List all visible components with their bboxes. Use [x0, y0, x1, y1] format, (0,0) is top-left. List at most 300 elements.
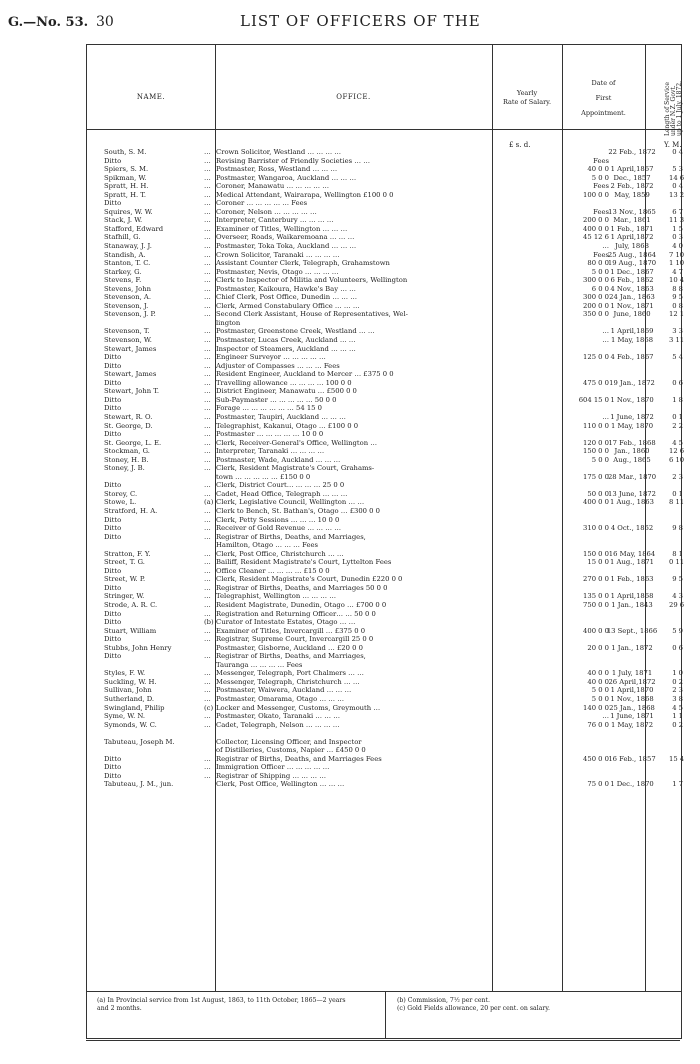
footnote-marker: …: [204, 532, 211, 541]
appointment-date: 2 Feb., 1872: [610, 182, 654, 191]
officer-name: Ditto: [104, 353, 122, 362]
footnote-marker: …: [204, 575, 211, 584]
service-length: 6 7: [672, 207, 683, 216]
salary-units: £ s. d.: [509, 141, 531, 149]
officer-name: Stuart, William: [104, 626, 157, 635]
footnote-marker: …: [204, 455, 211, 464]
office-title: District Engineer, Manawatu … £500 0 0: [216, 387, 357, 396]
footnote-marker: …: [204, 524, 211, 533]
footnote-marker: …: [204, 558, 211, 567]
office-title: Clerk, Legislative Council, Wellington … …: [216, 498, 365, 507]
office-title: Registrar, Supreme Court, Invercargill 25 0 0: [216, 635, 374, 644]
service-length: 0 4: [672, 148, 683, 156]
officer-name: Suckling, W. H.: [104, 677, 157, 686]
appointment-date: 1 Feb., 1871: [610, 224, 654, 233]
appointment-date: 1 April,1870: [610, 686, 654, 695]
salary-value: 140 0 0: [583, 703, 609, 712]
office-title: Clerk, Post Office, Christchurch … …: [216, 549, 344, 558]
footnote-marker: (a): [204, 498, 214, 507]
officer-name: Squires, W. W.: [104, 207, 153, 216]
service-length: 8 1: [672, 549, 683, 558]
officer-name: Stevenson, A.: [104, 293, 151, 302]
salary-value: 270 0 0: [583, 575, 609, 584]
appointment-date: Dec., 1857: [613, 173, 651, 182]
appointment-date: 4 Feb., 1867: [610, 353, 654, 362]
service-length: 7 10: [669, 250, 685, 259]
salary-value: Fees: [593, 250, 609, 259]
officer-name: Ditto: [104, 395, 122, 404]
appointment-date: June, 1860: [613, 310, 651, 319]
page-number: 30: [96, 14, 114, 30]
appointment-date: 1 April,1868: [610, 592, 654, 601]
officer-name: Spikman, W.: [104, 173, 147, 182]
appointment-date: May, 1859: [614, 190, 650, 199]
salary-value: 6 0 0: [591, 284, 609, 293]
salary-value: 310 0 0: [583, 524, 609, 533]
officer-name: Stafford, Edward: [104, 224, 164, 233]
appointment-date: 1 April,1869: [610, 327, 654, 336]
appointment-date: 19 Aug., 1870: [607, 259, 657, 268]
footnote-marker: …: [204, 293, 211, 302]
office-title: Crown Solicitor, Westland … … … …: [216, 148, 342, 156]
office-title: Immigration Officer … … … … …: [216, 763, 330, 772]
salary-value: 300 0 0: [583, 276, 609, 285]
officer-name: St. George, L. E.: [104, 438, 162, 447]
appointment-date: 22 Feb., 1872: [608, 148, 656, 156]
office-title: Postmaster, Wade, Auckland … … …: [216, 455, 341, 464]
footnote-marker: …: [204, 763, 211, 772]
appointment-date: 6 Feb., 1862: [610, 276, 654, 285]
appointment-date: 25 Aug., 1864: [607, 250, 657, 259]
office-title: Clerk to Bench, St. Bathan's, Otago … £300 0 0: [216, 506, 380, 515]
service-length: 5 9: [672, 626, 683, 635]
salary-value: 400 0 0: [583, 626, 609, 635]
footnote-marker: …: [204, 301, 211, 310]
officer-name: Street, T. G.: [104, 558, 145, 567]
footnote-marker: …: [204, 412, 211, 421]
office-title: Collector, Licensing Officer, and Inspector: [216, 737, 362, 746]
office-title: Postmaster, Lucas Creek, Auckland … …: [216, 336, 356, 345]
officer-name: Ditto: [104, 515, 122, 524]
salary-value: 450 0 0: [583, 754, 609, 763]
salary-header-line: Rate of Salary.: [502, 98, 552, 106]
footnote-right: [397, 997, 667, 1013]
salary-value: 200 0 0: [583, 216, 609, 225]
office-title: Examiner of Titles, Invercargill … £375 0 0: [216, 626, 366, 635]
footnote-marker: …: [204, 430, 211, 439]
salary-value: 15 0 0: [587, 558, 609, 567]
footnote-marker: …: [204, 626, 211, 635]
appointment-date: 1 Nov., 1871: [610, 301, 654, 310]
bottom-rule: [86, 1040, 680, 1041]
salary-value: 45 12 6: [583, 233, 609, 242]
office-title: of Distilleries, Customs, Napier … £450 0 0: [216, 746, 366, 755]
footnote-marker: …: [204, 310, 211, 319]
service-length: 10 4: [669, 276, 685, 285]
footnote-marker: …: [204, 190, 211, 199]
footnote-marker: …: [204, 695, 211, 703]
officer-name: Stowe, L.: [104, 498, 137, 507]
footnote-marker: …: [204, 370, 211, 379]
officer-name: Stratton, F. Y.: [104, 549, 151, 558]
header-rule: [87, 129, 681, 130]
office-title: Crown Solicitor, Taranaki … … … …: [216, 250, 340, 259]
salary-value: 150 0 0: [583, 447, 609, 456]
footnote-marker: …: [204, 404, 211, 413]
service-length: 2 3: [672, 472, 683, 481]
service-length: 1 8: [672, 395, 683, 404]
appointment-date: 4 Nov., 1863: [610, 284, 654, 293]
officer-name: Styles, F. W.: [104, 669, 146, 678]
footnote-marker: …: [204, 207, 211, 216]
officer-name: Ditto: [104, 566, 122, 575]
footnote-marker: …: [204, 395, 211, 404]
salary-value: 5 0 0: [591, 686, 609, 695]
appointment-date: 1 June, 1871: [610, 712, 654, 721]
office-title: Postmaster, Wangaroa, Auckland … … …: [216, 173, 357, 182]
column-header-service: [663, 46, 683, 138]
salary-value: Fees: [593, 207, 609, 216]
footnote-marker: …: [204, 447, 211, 456]
salary-value: 150 0 0: [583, 549, 609, 558]
salary-value: 50 0 0: [587, 489, 609, 498]
footnote-marker: …: [204, 669, 211, 678]
officer-name: Swingland, Philip: [104, 703, 165, 712]
salary-value: 604 15 0: [578, 395, 609, 404]
service-header-line: under N.Z. Govt.: [670, 85, 677, 136]
office-title: Adjuster of Compasses … … … Fees: [216, 361, 340, 370]
footnote-marker: …: [204, 600, 211, 609]
officer-name: Stevenson, J. P.: [104, 310, 156, 319]
footnote-marker: (b): [204, 618, 214, 627]
office-title: Registrar of Births, Deaths, and Marriages Fees: [216, 754, 382, 763]
officer-name: Stafhill, G.: [104, 233, 141, 242]
salary-value: 80 0 0: [587, 259, 609, 268]
salary-value: 175 0 0: [583, 472, 609, 481]
footnote-marker: …: [204, 361, 211, 370]
service-length: 9 5: [672, 293, 683, 302]
footnote-marker: …: [204, 771, 211, 780]
appointment-date: 24 Jan., 1863: [609, 293, 655, 302]
officer-name: Standish, A.: [104, 250, 146, 259]
footnote-marker: …: [204, 712, 211, 721]
service-length: 0 3: [672, 233, 683, 242]
footnote-marker: …: [204, 566, 211, 575]
office-title: Examiner of Titles, Wellington … … …: [216, 224, 348, 233]
service-length: 29 6: [669, 600, 685, 609]
officer-name: Spiers, S. M.: [104, 165, 149, 174]
column-header-name: NAME.: [136, 93, 166, 101]
office-title: Messenger, Telegraph, Port Chalmers … …: [216, 669, 364, 678]
service-length: 0 2: [672, 720, 683, 729]
officer-name: Stack, J. W.: [104, 216, 143, 225]
footnote-marker: …: [204, 327, 211, 336]
service-length: 1 10: [669, 259, 685, 268]
appointment-date: July, 1868: [615, 242, 649, 251]
service-header-line: up to 1 July, 1872.: [676, 80, 683, 136]
officer-name: Ditto: [104, 199, 122, 208]
date-header-line: Date of: [591, 79, 616, 87]
salary-value: …: [602, 412, 609, 421]
office-title: Interpreter, Taranaki … … … …: [216, 447, 325, 456]
service-length: 0 6: [672, 378, 683, 387]
officer-name: Ditto: [104, 771, 122, 780]
footnote-marker: …: [204, 284, 211, 293]
footnote-marker: …: [204, 754, 211, 763]
officer-name: Ditto: [104, 404, 122, 413]
footnote-marker: …: [204, 609, 211, 618]
office-title: Coroner … … … … … Fees: [216, 199, 308, 208]
appointment-date: 1 May, 1868: [610, 336, 654, 345]
salary-value: 350 0 0: [583, 310, 609, 319]
footnote-marker: …: [204, 489, 211, 498]
service-length: 0 11: [669, 558, 685, 567]
appointment-date: Jan., 1860: [614, 447, 650, 456]
footnote-marker: …: [204, 156, 211, 165]
footnote-marker: …: [204, 233, 211, 242]
service-length: 1 7: [672, 780, 683, 789]
office-title: Clerk, Post Office, Wellington … … …: [216, 780, 345, 789]
officer-name: Ditto: [104, 763, 122, 772]
office-title: Postmaster … … … … … 10 0 0: [216, 430, 324, 439]
officer-name: Ditto: [104, 481, 122, 490]
service-header-line: Length of Service: [664, 82, 671, 136]
appointment-date: 4 Oct., 1862: [610, 524, 654, 533]
office-title: Postmaster, Gisborne, Auckland … £20 0 0: [216, 643, 363, 652]
officer-name: Spratt, H. H.: [104, 182, 149, 191]
footnote-marker: …: [204, 267, 211, 276]
office-title: Cadet, Head Office, Telegraph … … …: [216, 489, 348, 498]
office-title: Inspector of Steamers, Auckland … … …: [216, 344, 356, 353]
appointment-date: 13 June, 1872: [608, 489, 656, 498]
footnote-marker: …: [204, 592, 211, 601]
service-length: 4 3: [672, 592, 683, 601]
salary-value: …: [602, 242, 609, 251]
footnote-marker: …: [204, 242, 211, 251]
office-title: Cadet, Telegraph, Nelson … … … …: [216, 720, 340, 729]
footnote-marker: …: [204, 182, 211, 191]
office-title: Resident Magistrate, Dunedin, Otago … £700 0 0: [216, 600, 387, 609]
office-title: Coroner, Nelson … … … … …: [216, 207, 317, 216]
footnote-marker: …: [204, 464, 211, 473]
service-length: 3 11: [669, 336, 685, 345]
office-title: Interpreter, Canterbury … … … …: [216, 216, 334, 225]
footnote-marker: …: [204, 387, 211, 396]
footnote-marker: …: [204, 344, 211, 353]
office-title: Postmaster, Waiwera, Auckland … … …: [216, 686, 352, 695]
office-title: Messenger, Telegraph, Christchurch … …: [216, 677, 360, 686]
service-length: 9 5: [672, 575, 683, 584]
office-title: Clerk, Petty Sessions … … … 10 0 0: [216, 515, 340, 524]
service-length: 8 8: [672, 284, 683, 293]
service-length: 9 8: [672, 524, 683, 533]
salary-value: …: [602, 336, 609, 345]
footnote-divider: [385, 992, 386, 1038]
appointment-date: 1 June, 1872: [610, 412, 654, 421]
service-length: 4 0: [672, 242, 683, 251]
office-title: Telegraphist, Wellington … … … …: [216, 592, 337, 601]
office-title: Registrar of Shipping … … … …: [216, 771, 327, 780]
service-length: 11 3: [669, 216, 685, 225]
appointment-date: 1 Jan., 1843: [611, 600, 653, 609]
appointment-date: 25 Jan., 1868: [609, 703, 655, 712]
service-length: 1 1: [672, 712, 683, 721]
footnotes: [86, 992, 682, 1039]
officer-name: Stevenson, T.: [104, 327, 150, 336]
appointment-date: 1 Nov., 1870: [610, 395, 654, 404]
footnote-c: (c) Gold Fields allowance, 20 per cent. on salary.: [397, 1005, 550, 1012]
service-length: 4 5: [672, 438, 683, 447]
officer-name: Ditto: [104, 583, 122, 592]
salary-header-line: Yearly: [516, 89, 538, 97]
office-title: Travelling allowance … … … … 100 0 0: [216, 378, 352, 387]
service-length: 0 4: [672, 182, 683, 191]
service-length: 15 4: [669, 754, 685, 763]
officer-name: Stevenson, J.: [104, 301, 149, 310]
service-length: 0 1: [672, 489, 683, 498]
appointment-date: 1 April,1867: [610, 165, 654, 174]
appointment-date: Mar., 1861: [613, 216, 651, 225]
page-title: LIST OF OFFICERS OF THE: [240, 12, 481, 30]
office-title: Telegraphist, Kakanui, Otago … £100 0 0: [216, 421, 359, 430]
service-length: 5 3: [672, 165, 683, 174]
officer-name: Street, W. P.: [104, 575, 146, 584]
service-length: 0 8: [672, 301, 683, 310]
date-header-line: Appointment.: [581, 109, 626, 117]
service-length: 3 8: [672, 695, 683, 703]
officer-name: Ditto: [104, 618, 122, 627]
service-length: 14 6: [669, 173, 685, 182]
office-title: Curator of Intestate Estates, Otago … …: [216, 618, 356, 627]
office-title: Tauranga … … … … Fees: [216, 660, 303, 669]
officer-name: Sutherland, D.: [104, 695, 155, 703]
appointment-date: 1 Dec., 1870: [610, 780, 654, 789]
office-title: Postmaster, Omarama, Otago … … …: [216, 695, 345, 703]
salary-value: …: [602, 327, 609, 336]
officer-name: St. George, D.: [104, 421, 153, 430]
appointment-date: 13 Nov., 1865: [608, 207, 656, 216]
salary-value: 76 0 0: [587, 720, 609, 729]
footnote-marker: …: [204, 353, 211, 362]
office-title: Clerk, Resident Magistrate's Court, Grahams-: [216, 464, 375, 473]
footnote-marker: …: [204, 173, 211, 182]
appointment-date: 1 April,1872: [610, 233, 654, 242]
office-title: Postmaster, Okato, Taranaki … … …: [216, 712, 341, 721]
office-title: Assistant Counter Clerk, Telegraph, Grahamstown: [216, 259, 390, 268]
office-title: Postmaster, Toka Toka, Auckland … … …: [216, 242, 357, 251]
office-title: Second Clerk Assistant, House of Representatives, Wel-: [216, 310, 408, 319]
officer-name: Ditto: [104, 652, 122, 661]
salary-value: 750 0 0: [583, 600, 609, 609]
officer-name: Stoney, H. B.: [104, 455, 149, 464]
footnote-marker: …: [204, 148, 211, 156]
salary-value: 475 0 0: [583, 378, 609, 387]
service-length: 13 2: [669, 190, 685, 199]
salary-value: …: [602, 712, 609, 721]
footnote-marker: …: [204, 336, 211, 345]
service-length: 4 5: [672, 703, 683, 712]
salary-value: 40 0 0: [587, 677, 609, 686]
service-length: 1 0: [672, 669, 683, 678]
footnote-marker: …: [204, 378, 211, 387]
footnote-marker: …: [204, 216, 211, 225]
service-length: 5 4: [672, 353, 683, 362]
appointment-date: 1 May, 1870: [610, 421, 654, 430]
office-title: Clerk to Inspector of Militia and Volunteers, Wellington: [216, 276, 408, 285]
office-title: Chief Clerk, Post Office, Dunedin … … …: [216, 293, 358, 302]
appointment-date: 1 May, 1872: [610, 720, 654, 729]
service-length: 3 3: [672, 327, 683, 336]
service-length: 2 3: [672, 686, 683, 695]
date-header-line: First: [595, 94, 612, 102]
appointment-date: 26 April,1872: [608, 677, 656, 686]
officer-name: Spratt, H. T.: [104, 190, 147, 199]
officer-name: Ditto: [104, 378, 122, 387]
footnote-marker: …: [204, 583, 211, 592]
column-header-date: [562, 79, 645, 118]
officer-name: Stringer, W.: [104, 592, 145, 601]
salary-value: 400 0 0: [583, 224, 609, 233]
office-title: Locker and Messenger, Customs, Greymouth …: [216, 703, 381, 712]
office-title: lington: [216, 318, 241, 327]
officer-name: Tabuteau, J. M., jun.: [104, 780, 174, 789]
officer-name: Stevens, John: [104, 284, 152, 293]
office-title: Clerk, Receiver-General's Office, Wellington …: [216, 438, 378, 447]
salary-value: 110 0 0: [583, 421, 609, 430]
salary-value: 40 0 0: [587, 669, 609, 678]
salary-value: Fees: [593, 156, 609, 165]
officer-name: Strode, A. R. C.: [104, 600, 158, 609]
office-title: Engineer Surveyor … … … … …: [216, 353, 326, 362]
officer-name: Stockman, G.: [104, 447, 150, 456]
office-title: Receiver of Gold Revenue … … … …: [216, 524, 341, 533]
appointment-date: 17 Feb., 1868: [608, 438, 656, 447]
officer-name: Stewart, John T.: [104, 387, 160, 396]
appointment-date: 1 Aug., 1871: [610, 558, 654, 567]
officer-name: Symonds, W. C.: [104, 720, 157, 729]
officer-name: Ditto: [104, 609, 122, 618]
column-header-office: OFFICE.: [336, 93, 371, 101]
office-title: Forage … … … … … … 54 15 0: [216, 404, 322, 413]
salary-value: 5 0 0: [591, 267, 609, 276]
appointment-date: 13 Sept., 1866: [606, 626, 658, 635]
office-title: town … … … … … £150 0 0: [216, 472, 311, 481]
footnote-marker: …: [204, 652, 211, 661]
salary-value: 120 0 0: [583, 438, 609, 447]
footnote-marker: …: [204, 481, 211, 490]
officer-name: Stevenson, W.: [104, 336, 152, 345]
appointment-date: Aug., 1865: [613, 455, 651, 464]
footnote-marker: …: [204, 276, 211, 285]
service-length: 12 6: [669, 447, 685, 456]
footnote-marker: …: [204, 250, 211, 259]
office-title: Bailiff, Resident Magistrate's Court, Lyttelton Fees: [216, 558, 392, 567]
office-title: Medical Attendant, Wairarapa, Wellington £100 0 0: [216, 190, 394, 199]
salary-value: 125 0 0: [583, 353, 609, 362]
document-number: G.—No. 53.: [8, 15, 89, 30]
officer-name: Stubbs, John Henry: [104, 643, 172, 652]
officer-name: Ditto: [104, 754, 122, 763]
footnote-marker: …: [204, 421, 211, 430]
office-title: Postmaster, Nevis, Otago … … … …: [216, 267, 339, 276]
service-units: Y. M.: [664, 141, 682, 149]
footnote-marker: …: [204, 506, 211, 515]
footnote-marker: …: [204, 720, 211, 729]
officer-name: Syme, W. N.: [104, 712, 146, 721]
salary-value: 5 0 0: [591, 173, 609, 182]
appointment-date: 1 Dec., 1867: [610, 267, 654, 276]
officer-name: Ditto: [104, 361, 122, 370]
